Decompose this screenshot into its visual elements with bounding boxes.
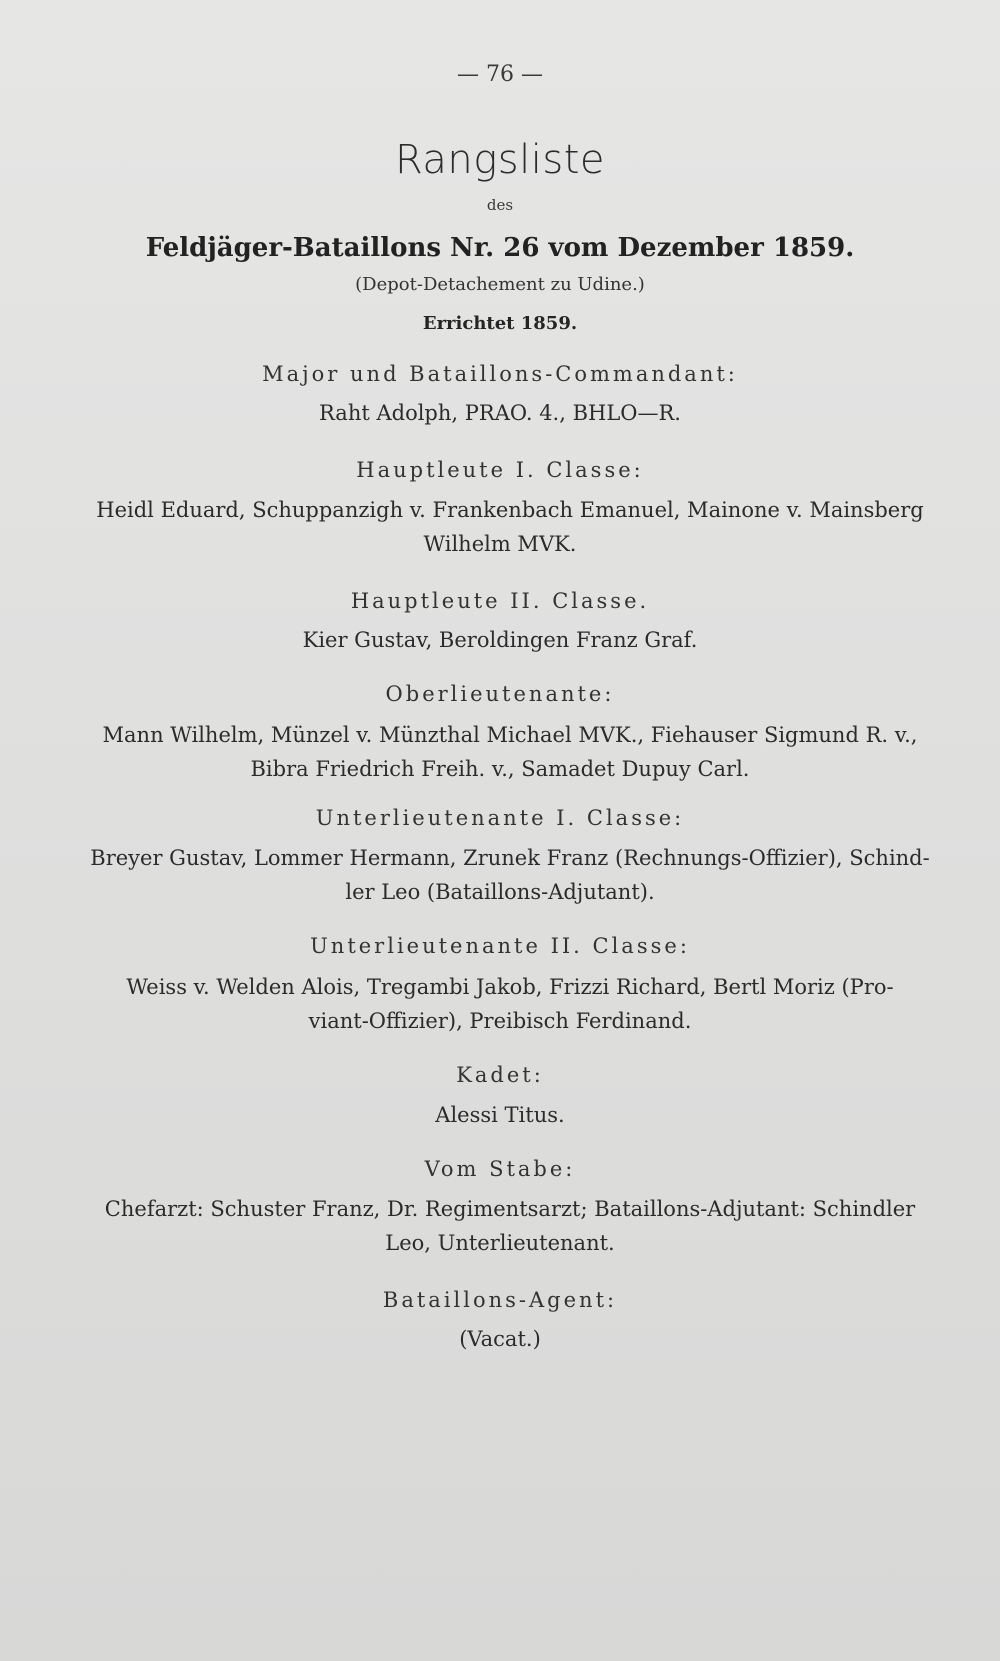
section-heading-unterlieutenante-1: Unterlieutenante I. Classe: <box>315 806 685 830</box>
page-number: — 76 — <box>457 62 543 87</box>
established-note: Errichtet 1859. <box>422 313 578 334</box>
section-text-stab-line2: Leo, Unterlieutenant. <box>385 1231 615 1255</box>
depot-note: (Depot-Detachement zu Udine.) <box>355 274 645 295</box>
section-text-oberlieutenante-line1: Mann Wilhelm, Münzel v. Münzthal Michael MVK., Fiehauser Sigmund R. v., <box>102 723 918 747</box>
section-text-kadet: Alessi Titus. <box>435 1103 565 1127</box>
section-text-unterlieutenante-1-line1: Breyer Gustav, Lommer Hermann, Zrunek Franz (Rechnungs-Offizier), Schind- <box>90 846 930 870</box>
section-heading-major: Major und Bataillons-Commandant: <box>262 362 738 386</box>
section-heading-hauptleute-2: Hauptleute II. Classe. <box>350 589 650 613</box>
section-text-major: Raht Adolph, PRAO. 4., BHLO—R. <box>319 401 681 425</box>
section-text-unterlieutenante-2-line1: Weiss v. Welden Alois, Tregambi Jakob, Frizzi Richard, Bertl Moriz (Pro- <box>126 975 894 999</box>
section-heading-agent: Bataillons-Agent: <box>382 1288 618 1312</box>
section-heading-stab: Vom Stabe: <box>424 1157 576 1181</box>
section-heading-oberlieutenante: Oberlieutenante: <box>385 682 615 706</box>
section-heading-kadet: Kadet: <box>456 1063 544 1087</box>
section-text-agent: (Vacat.) <box>459 1327 541 1351</box>
section-text-hauptleute-2: Kier Gustav, Beroldingen Franz Graf. <box>302 628 698 652</box>
section-text-hauptleute-1-line2: Wilhelm MVK. <box>423 532 577 556</box>
section-text-stab-line1: Chefarzt: Schuster Franz, Dr. Regimentsarzt; Bataillons-Adjutant: Schindler <box>104 1197 916 1221</box>
section-text-hauptleute-1-line1: Heidl Eduard, Schuppanzigh v. Frankenbach Emanuel, Mainone v. Mainsberg <box>96 498 924 522</box>
section-heading-hauptleute-1: Hauptleute I. Classe: <box>356 458 644 482</box>
page-title: Rangsliste <box>395 137 605 183</box>
section-text-unterlieutenante-2-line2: viant-Offizier), Preibisch Ferdinand. <box>308 1009 692 1033</box>
section-heading-unterlieutenante-2: Unterlieutenante II. Classe: <box>310 934 690 958</box>
section-text-unterlieutenante-1-line2: ler Leo (Bataillons-Adjutant). <box>345 880 655 904</box>
section-text-oberlieutenante-line2: Bibra Friedrich Freih. v., Samadet Dupuy Carl. <box>250 757 750 781</box>
main-heading: Feldjäger-Bataillons Nr. 26 vom Dezember 1859. <box>145 233 855 263</box>
title-connector: des <box>486 196 514 214</box>
